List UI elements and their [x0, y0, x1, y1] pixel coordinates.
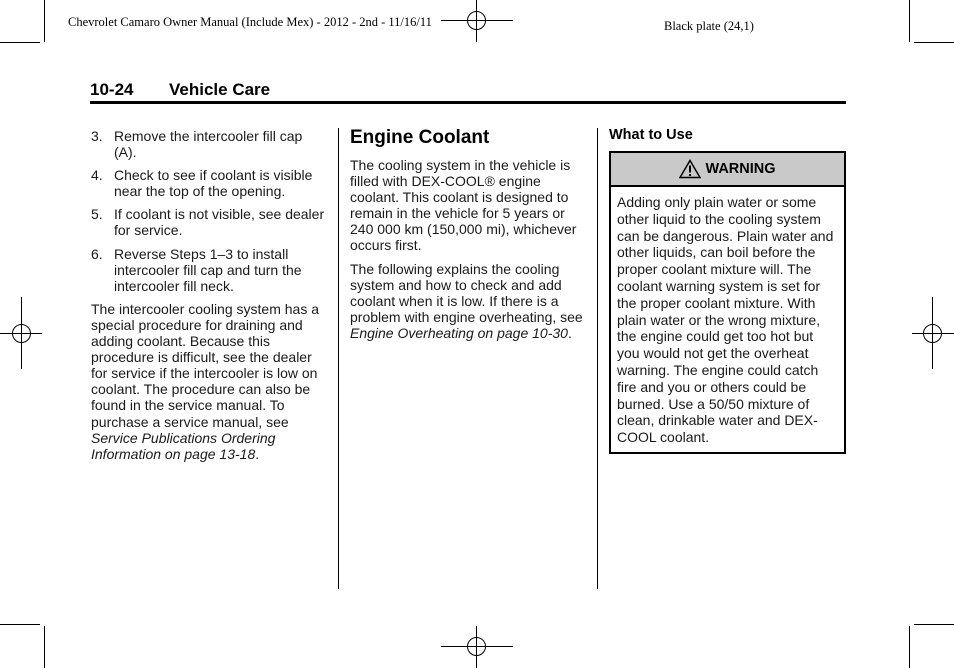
- coolant-paragraph-1: The cooling system in the vehicle is filled with DEX-COOL® engine coolant. This coolant is designed to remain in the vehicle for 5 years or 240 000 km (150,000 mi), whichever occurs first.: [350, 157, 577, 254]
- intercooler-paragraph: The intercooler cooling system has a special procedure for draining and adding coolant. Because this procedure is difficult, see the dealer for service if the intercooler is low on coolant. The procedure can also be found in the service manual. To purchase a service manual, see Service Publications Ordering Information on page 13-18.: [91, 300, 319, 462]
- registration-circle: [923, 324, 942, 343]
- engine-coolant-heading: Engine Coolant: [350, 127, 490, 148]
- what-to-use-heading: What to Use: [609, 127, 693, 143]
- section-title: Vehicle Care: [169, 80, 271, 99]
- list-item: 3. Remove the intercooler fill cap (A).: [91, 128, 303, 161]
- column-3: [609, 127, 846, 454]
- crop-mark: [0, 42, 40, 43]
- crop-mark: [44, 626, 45, 668]
- crop-mark: [914, 42, 954, 43]
- crop-mark: [44, 0, 45, 42]
- print-header-right: Black plate (24,1): [664, 19, 754, 33]
- warning-label: WARNING: [705, 161, 776, 178]
- registration-circle: [12, 324, 31, 343]
- step-list: [91, 128, 327, 294]
- crop-mark: [0, 624, 40, 625]
- column-1: [91, 128, 327, 469]
- column-2: [350, 127, 588, 348]
- list-item: 4. Check to see if coolant is visible near the top of the opening.: [91, 167, 313, 200]
- crop-mark: [909, 626, 910, 668]
- cross-reference-link[interactable]: Service Publications Ordering Information on page 13-18: [91, 429, 276, 462]
- column-divider: [338, 128, 339, 589]
- list-item: 5. If coolant is not visible, see dealer for service.: [91, 206, 325, 239]
- cross-reference-link[interactable]: Engine Overheating on page 10-30: [350, 324, 568, 341]
- warning-icon: [679, 159, 701, 179]
- warning-header: [611, 153, 844, 187]
- crop-mark: [914, 624, 954, 625]
- column-divider: [597, 128, 598, 589]
- header-rule: [90, 101, 846, 104]
- list-item: 6. Reverse Steps 1–3 to install intercooler fill cap and turn the intercooler fill neck.: [91, 245, 302, 294]
- coolant-paragraph-2: The following explains the cooling system and how to check and add coolant when it is low. If there is a problem with engine overheating, see Engine Overheating on page 10-30.: [350, 260, 583, 341]
- registration-circle: [467, 637, 486, 656]
- page-header: [90, 80, 270, 100]
- print-header-left: Chevrolet Camaro Owner Manual (Include Mex) - 2012 - 2nd - 11/16/11: [68, 15, 432, 29]
- registration-circle: [467, 11, 486, 30]
- crop-mark: [909, 0, 910, 42]
- warning-box: [609, 151, 846, 454]
- page-number: 10-24: [90, 80, 134, 99]
- warning-text: Adding only plain water or some other liquid to the cooling system can be dangerous. Plain water and other liquids, can boil before the proper coolant mixture will. The coolant warning system is set for the proper coolant mixture. With plain water or the wrong mixture, the engine could get too hot but you would not get the overheat warning. The engine could catch fire and you or others could be burned. Use a 50/50 mixture of clean, drinkable water and DEX-COOL coolant.: [617, 194, 834, 446]
